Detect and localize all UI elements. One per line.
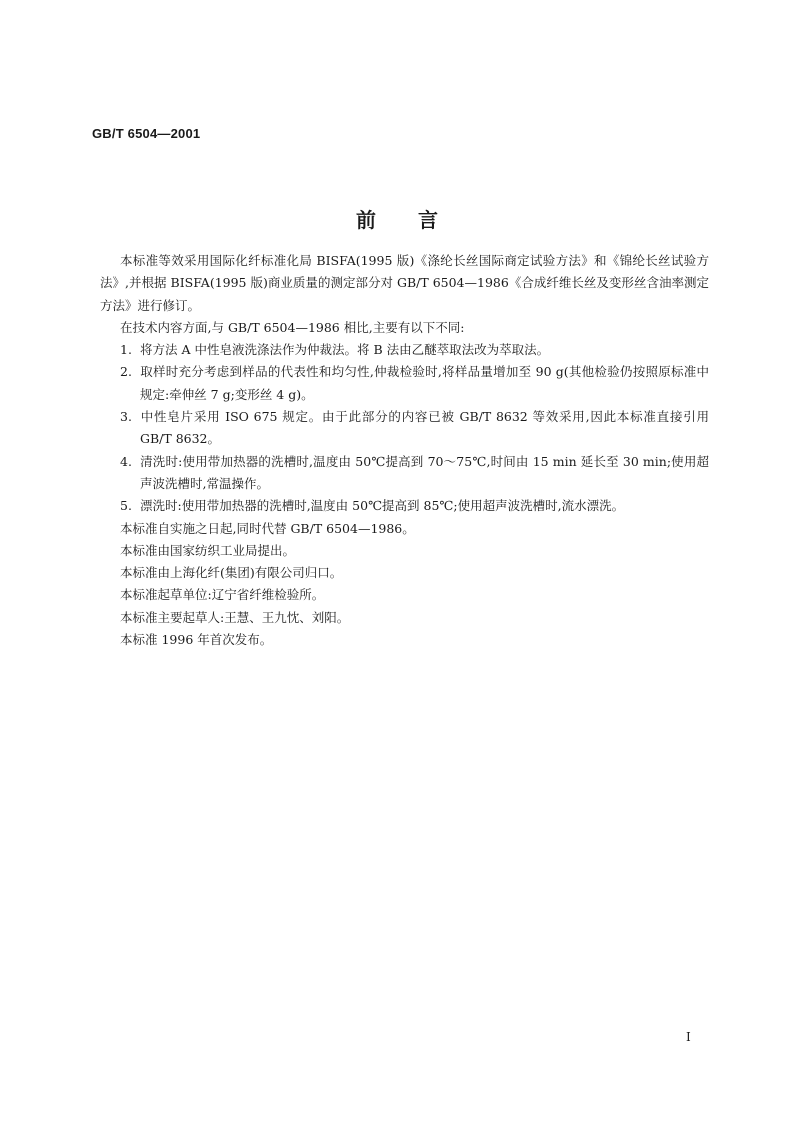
change-item-text: 中性皂片采用 ISO 675 规定。由于此部分的内容已被 GB/T 8632 等效采用,因此本标准直接引用 GB/T 8632。 xyxy=(140,409,709,447)
change-item-number: 4. xyxy=(120,453,132,469)
change-item-3 xyxy=(100,406,709,451)
page-title: 前言 xyxy=(356,208,480,232)
replacement-statement: 本标准自实施之日起,同时代替 GB/T 6504—1986。 xyxy=(120,520,415,536)
change-item-4 xyxy=(100,451,709,496)
change-item-1 xyxy=(100,339,709,361)
drafting-unit-statement: 本标准起草单位:辽宁省纤维检验所。 xyxy=(120,587,325,603)
change-item-text: 将方法 A 中性皂液洗涤法作为仲裁法。将 B 法由乙醚萃取法改为萃取法。 xyxy=(140,342,550,358)
first-release-statement: 本标准 1996 年首次发布。 xyxy=(120,632,273,648)
change-item-5 xyxy=(100,495,709,517)
change-item-number: 5. xyxy=(120,498,132,514)
page-number: I xyxy=(686,1030,691,1044)
administrator-statement: 本标准由上海化纤(集团)有限公司归口。 xyxy=(120,565,343,581)
change-item-2 xyxy=(100,361,709,406)
drafters-statement: 本标准主要起草人:王慧、王九忱、刘阳。 xyxy=(120,609,350,625)
change-item-text: 漂洗时:使用带加热器的洗槽时,温度由 50℃提高到 85℃;使用超声波洗槽时,流水漂洗。 xyxy=(140,498,625,514)
change-item-text: 取样时充分考虑到样品的代表性和均匀性,仲裁检验时,将样品量增加至 90 g(其他检验仍按照原标准中规定:牵伸丝 7 g;变形丝 4 g)。 xyxy=(140,364,709,402)
changes-intro-paragraph: 在技术内容方面,与 GB/T 6504—1986 相比,主要有以下不同: xyxy=(120,319,465,335)
change-item-number: 3. xyxy=(120,409,132,425)
intro-paragraph: 本标准等效采用国际化纤标准化局 BISFA(1995 版)《涤纶长丝国际商定试验方法》和《锦纶长丝试验方法》,并根据 BISFA(1995 版)商业质量的测定部分对 GB/T 6504—1986《合成纤维长丝及变形丝含油率测定方法》进行修订。 xyxy=(100,253,709,313)
change-item-text: 清洗时:使用带加热器的洗槽时,温度由 50℃提高到 70～75℃,时间由 15 min 延长至 30 min;使用超声波洗槽时,常温操作。 xyxy=(140,453,709,491)
change-item-number: 2. xyxy=(120,364,132,380)
proposer-statement: 本标准由国家纺织工业局提出。 xyxy=(120,542,296,558)
foreword-body xyxy=(100,250,709,651)
change-item-number: 1. xyxy=(120,342,132,358)
standard-code: GB/T 6504—2001 xyxy=(92,126,201,141)
